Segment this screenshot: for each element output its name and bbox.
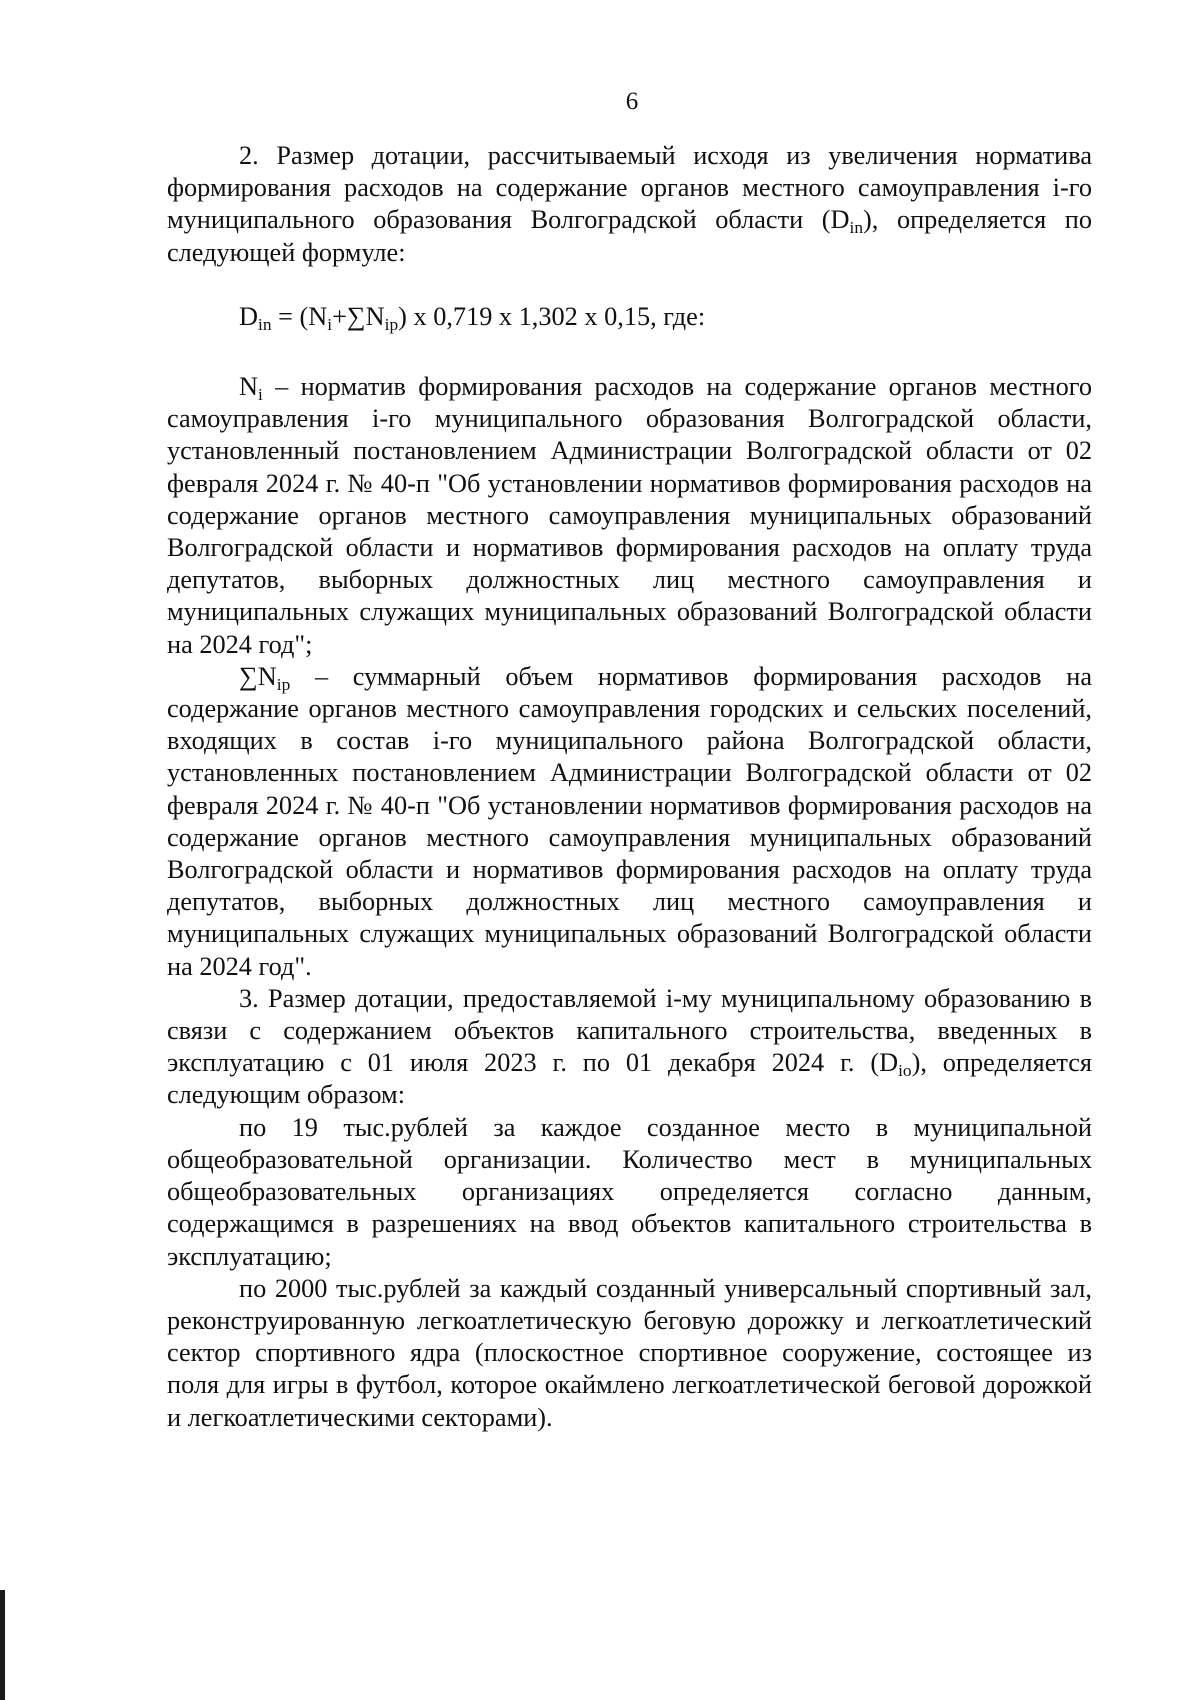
definition-ni: $N_i$ – норматив формирования расходов на содержание органов местного самоуправления i-го муниципального образования Волгоградской области, установленный постановлением Администрации Волгоградской области от 02 февраля 2024 г. № 40-п "Об установлении нормативов формирования расходов на содержание органов местного самоуправления муниципальных образований Волгоградской области и нормативов формирования расходов на оплату труда депутатов, выборных должностных лиц местного самоуправления и муниципальных служащих муниципальных образований Волгоградской области на 2024 год";	[167, 372, 1092, 659]
paragraph-2: 2. Размер дотации, рассчитываемый исходя из увеличения норматива формирования расходов на содержание органов местного самоуправления i-го муниципального образования Волгоградской области $(D_{in})$, определяется по следующей формуле:	[167, 141, 1092, 267]
page-number: 6	[625, 88, 639, 115]
scan-edge-artifact	[0, 1590, 5, 1700]
document-body	[167, 140, 1092, 1434]
paragraph-sports-facilities: по 2000 тыс.рублей за каждый созданный универсальный спортивный зал, реконструированную легкоатлетическую беговую дорожку и легкоатлетический сектор спортивного ядра (плоскостное спортивное сооружение, состоящее из поля для игры в футбол, которое окаймлено легкоатлетической беговой дорожкой и легкоатлетическими секторами).	[167, 1273, 1092, 1432]
paragraph-3: 3. Размер дотации, предоставляемой i-му муниципальному образованию в связи с содержанием объектов капитального строительства, введенных в эксплуатацию с 01 июля 2023 г. по 01 декабря 2024 г. $(D_{io})$, определяется следующим образом:	[167, 983, 1092, 1110]
definition-nip: $\sum N_{ip}$ – суммарный объем нормативов формирования расходов на содержание органов местного самоуправления городских и сельских поселений, входящих в состав i-го муниципального района Волгоградской области, установленных постановлением Администрации Волгоградской области от 02 февраля 2024 г. № 40-п "Об установлении нормативов формирования расходов на содержание органов местного самоуправления муниципальных образований Волгоградской области и нормативов формирования расходов на оплату труда депутатов, выборных должностных лиц местного самоуправления и муниципальных служащих муниципальных образований Волгоградской области на 2024 год".	[167, 661, 1092, 981]
formula: $D_{in} = (N_i+\sum N_{ip})$ х 0,719 х 1,302 х 0,15, где:	[239, 301, 706, 335]
paragraph-school-places: по 19 тыс.рублей за каждое созданное место в муниципальной общеобразовательной организации. Количество мест в муниципальных общеобразовательных организациях определяется согласно данным, содержащимся в разрешениях на ввод объектов капитального строительства в эксплуатацию;	[167, 1112, 1092, 1271]
